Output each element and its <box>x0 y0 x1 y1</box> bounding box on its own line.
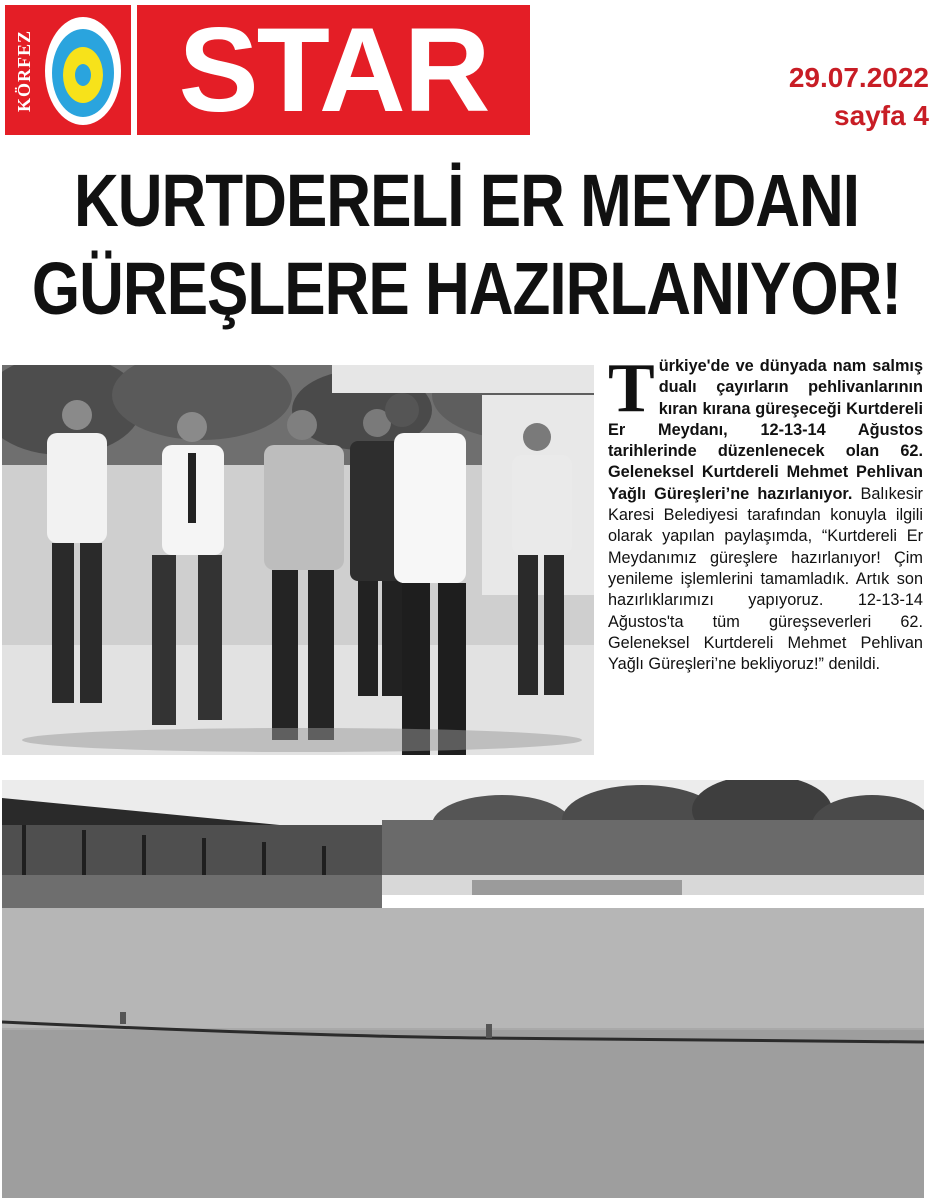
newspaper-title: STAR <box>178 5 489 135</box>
korfez-star-emblem-icon <box>43 15 123 127</box>
officials-group-photo-icon <box>2 365 594 755</box>
article-dropcap: T <box>608 356 655 427</box>
masthead-banner <box>137 5 530 135</box>
issue-page-number: sayfa 4 <box>834 100 929 131</box>
issue-date: 29.07.2022 <box>788 62 929 93</box>
headline-line-2: GÜREŞLERE HAZIRLANIYOR! <box>31 248 902 331</box>
article-text: Balıkesir Karesi Belediyesi tarafından konuyla ilgili olarak yapılan paylaşımda, “Kurtdereli Er Meydanımız güreşlere hazırlanıyor! Çim yenileme işlemlerini tamamladık. Artık son hazırlıklarımızı yapıyoruz. 12-13-14 Ağustos'ta tüm güreşseverleri 62. Geleneksel Kurtdereli Mehmet Pehlivan Yağlı Güreşleri’ne bekliyoruz!” denildi. <box>608 484 923 674</box>
headline-line-1: KURTDERELİ ER MEYDANI <box>73 160 860 243</box>
wrestling-arena-field-photo-icon <box>2 780 924 1198</box>
article-lead: ürkiye'de ve dünyada nam salmış dualı çayırların pehlivanlarının kıran kırana güreşeceği Kurtdereli Er Meydanı, 12-13-14 Ağustos tarihlerinde düzenlenecek olan 62. Geleneksel Kurtdereli Mehmet Pehlivan Yağlı Güreşleri’ne hazırlanıyor. <box>608 357 923 503</box>
article-body <box>608 356 923 766</box>
logo-vertical-text: KÖRFEZ <box>14 30 34 113</box>
korfez-logo <box>5 5 131 135</box>
